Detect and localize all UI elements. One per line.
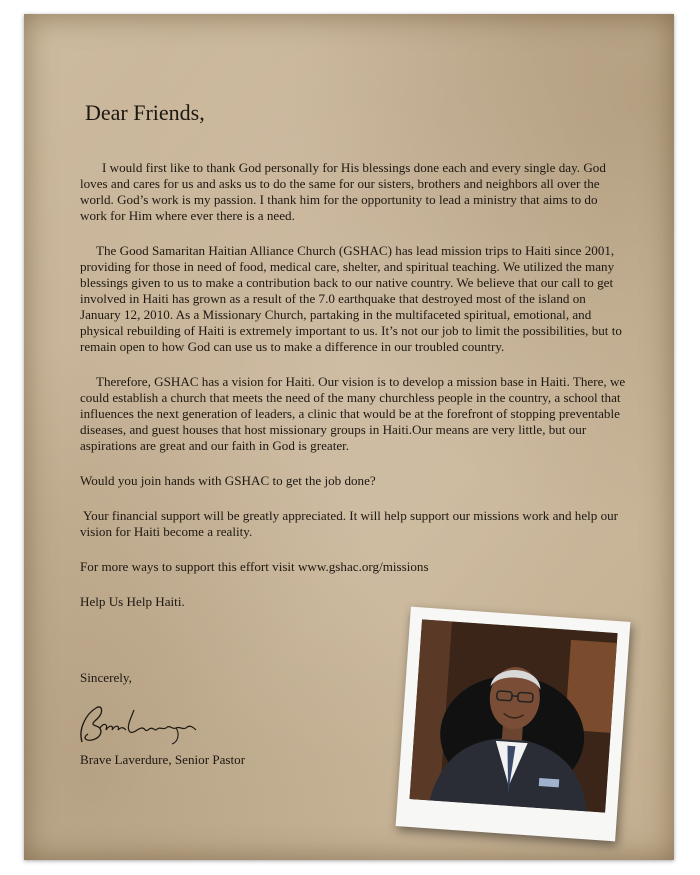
letter-greeting: Dear Friends, <box>85 100 205 125</box>
paragraph-vision: Therefore, GSHAC has a vision for Haiti. Our vision is to develop a mission base in Haiti. There, we could establish a church that meets the need of the many churchless people in the country, a school that influences the next generation of leaders, a clinic that would be at the forefront of stopping preventable diseases, and guest houses that host missionary groups in Haiti.Our means are very little, but our aspirations are great and our faith in God is greater. <box>80 374 626 453</box>
handwritten-signature <box>68 694 218 754</box>
letter-paper <box>24 14 674 860</box>
paragraph-financial-support: Your financial support will be greatly appreciated. It will help support our missions work and help our vision for Haiti become a reality. <box>80 508 619 539</box>
paragraph-gshac-history: The Good Samaritan Haitian Alliance Church (GSHAC) has lead mission trips to Haiti since 2001, providing for those in need of food, medical care, shelter, and spiritual teaching. We utilized the many blessings given to us to make a contribution back to our native country. We believe that our call to get involved in Haiti has grown as a result of the 7.0 earthquake that destroyed most of the island on January 12, 2010. As a Missionary Church, partaking in the multifaceted spiritual, emotional, and physical rebuilding of Haiti is extremely important to us. It’s not our job to limit the possibilities, but to remain open to how God can use us to make a difference in our troubled country. <box>80 243 622 354</box>
paragraph-more-ways: For more ways to support this effort visit www.gshac.org/missions <box>80 559 429 574</box>
paragraph-join-hands: Would you join hands with GSHAC to get the job done? <box>80 473 376 488</box>
pastor-photo-image <box>410 619 618 812</box>
paragraph-thanks: I would first like to thank God personally for His blessings done each and every single day. God loves and cares for us and asks us to do the same for our sisters, brothers and neighbors all over the world. God’s work is my passion. I thank him for the opportunity to lead a ministry that aims to do work for Him where ever there is a need. <box>80 160 606 223</box>
letter-closing: Sincerely, <box>80 670 132 685</box>
letter-body <box>80 160 627 610</box>
paragraph-help-haiti: Help Us Help Haiti. <box>80 594 185 609</box>
signer-name-title: Brave Laverdure, Senior Pastor <box>80 752 246 767</box>
pastor-photo <box>396 607 631 842</box>
